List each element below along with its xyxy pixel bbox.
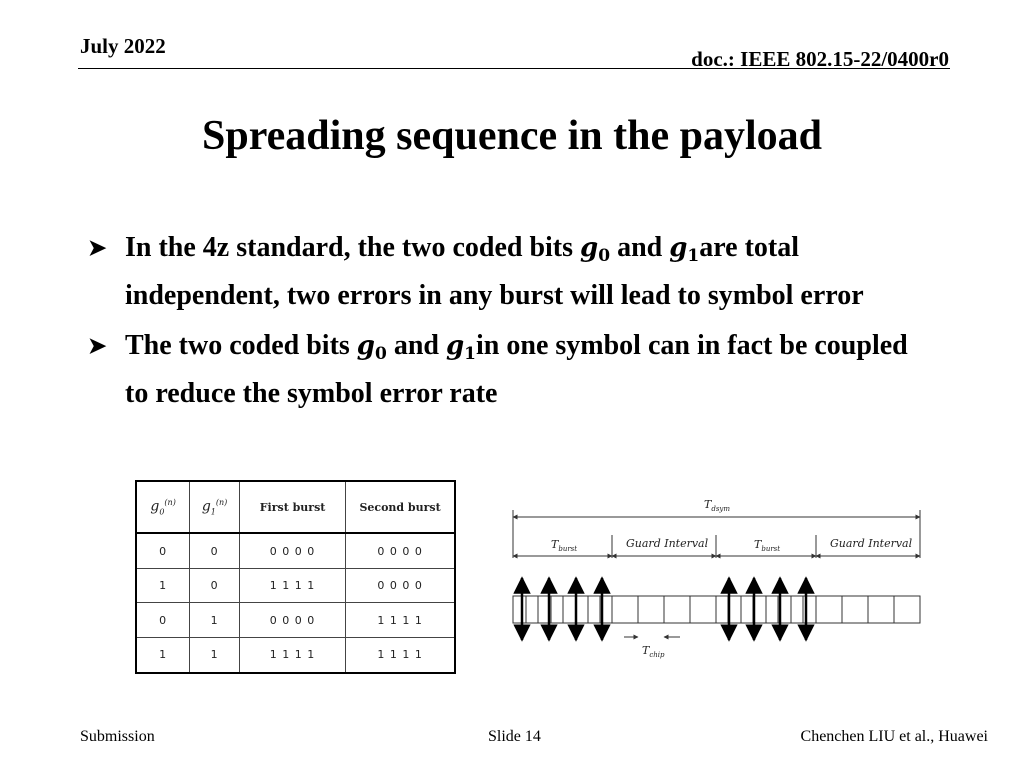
tchip-label: $T_{chip}$ [642, 644, 665, 659]
guard-interval-label: Guard Interval [830, 537, 913, 550]
tdsym-label: $T_{dsym}$ [704, 498, 731, 513]
math-g1: $g_1$ [445, 331, 477, 364]
arrow-bullet-icon: ➤ [88, 333, 107, 358]
table-cell: 1 1 1 1 [346, 603, 455, 637]
header-g0: $g_0^{(n)}$ [136, 481, 190, 533]
table-row [136, 533, 455, 569]
table-cell: 0 [190, 533, 240, 569]
math-g1: $g_1$ [669, 233, 700, 266]
bullet-text: and [610, 232, 670, 263]
bullet-item [88, 228, 938, 316]
table-cell: 0 0 0 0 [239, 603, 345, 637]
table-cell: 1 1 1 1 [239, 637, 345, 673]
table-cell: 0 [136, 603, 190, 637]
header-second-burst: Second burst [346, 481, 455, 533]
math-g0: $g_0$ [580, 233, 611, 266]
tburst-label: $T_{burst}$ [551, 538, 578, 553]
table-cell: 0 0 0 0 [346, 533, 455, 569]
bullet-text: The two coded bits [125, 330, 357, 361]
table-cell: 0 0 0 0 [346, 569, 455, 603]
tburst-label: $T_{burst}$ [754, 538, 781, 553]
table-cell: 0 0 0 0 [239, 533, 345, 569]
math-g0: $g_0$ [356, 331, 387, 364]
footer-submission: Submission [80, 728, 155, 745]
bullet-text: are total independent, two errors in any burst will lead to symbol error [125, 232, 864, 311]
header-g1: $g_1^{(n)}$ [190, 481, 240, 533]
bullet-text: in one symbol can in fact be coupled to reduce the symbol error rate [125, 330, 908, 409]
table-header-row [136, 481, 455, 533]
header-date: July 2022 [80, 34, 166, 58]
bullet-item [88, 326, 938, 414]
bullet-text: and [386, 330, 446, 361]
footer-author: Chenchen LIU et al., Huawei [800, 728, 988, 745]
arrow-bullet-icon: ➤ [88, 235, 107, 260]
table-cell: 1 [190, 603, 240, 637]
table-row [136, 603, 455, 637]
header-doc-id: doc.: IEEE 802.15-22/0400r0 [691, 47, 949, 71]
burst-timing-diagram [506, 490, 926, 670]
footer-slide-number: Slide 14 [488, 728, 541, 745]
slide-title: Spreading sequence in the payload [201, 113, 822, 159]
table-cell: 1 [136, 569, 190, 603]
table-row [136, 569, 455, 603]
table-cell: 1 1 1 1 [239, 569, 345, 603]
mapping-table [135, 480, 456, 674]
header-first-burst: First burst [239, 481, 345, 533]
table-cell: 1 [136, 637, 190, 673]
table-row [136, 637, 455, 673]
table-cell: 1 [190, 637, 240, 673]
table-cell: 0 [136, 533, 190, 569]
bullet-text: In the 4z standard, the two coded bits [125, 232, 581, 263]
bullet-list [88, 228, 938, 424]
header-rule [78, 68, 950, 69]
chip-grid [513, 596, 920, 623]
pulse-arrows-first-burst [522, 578, 602, 640]
guard-interval-label: Guard Interval [626, 537, 709, 550]
table-cell: 1 1 1 1 [346, 637, 455, 673]
table-cell: 0 [190, 569, 240, 603]
